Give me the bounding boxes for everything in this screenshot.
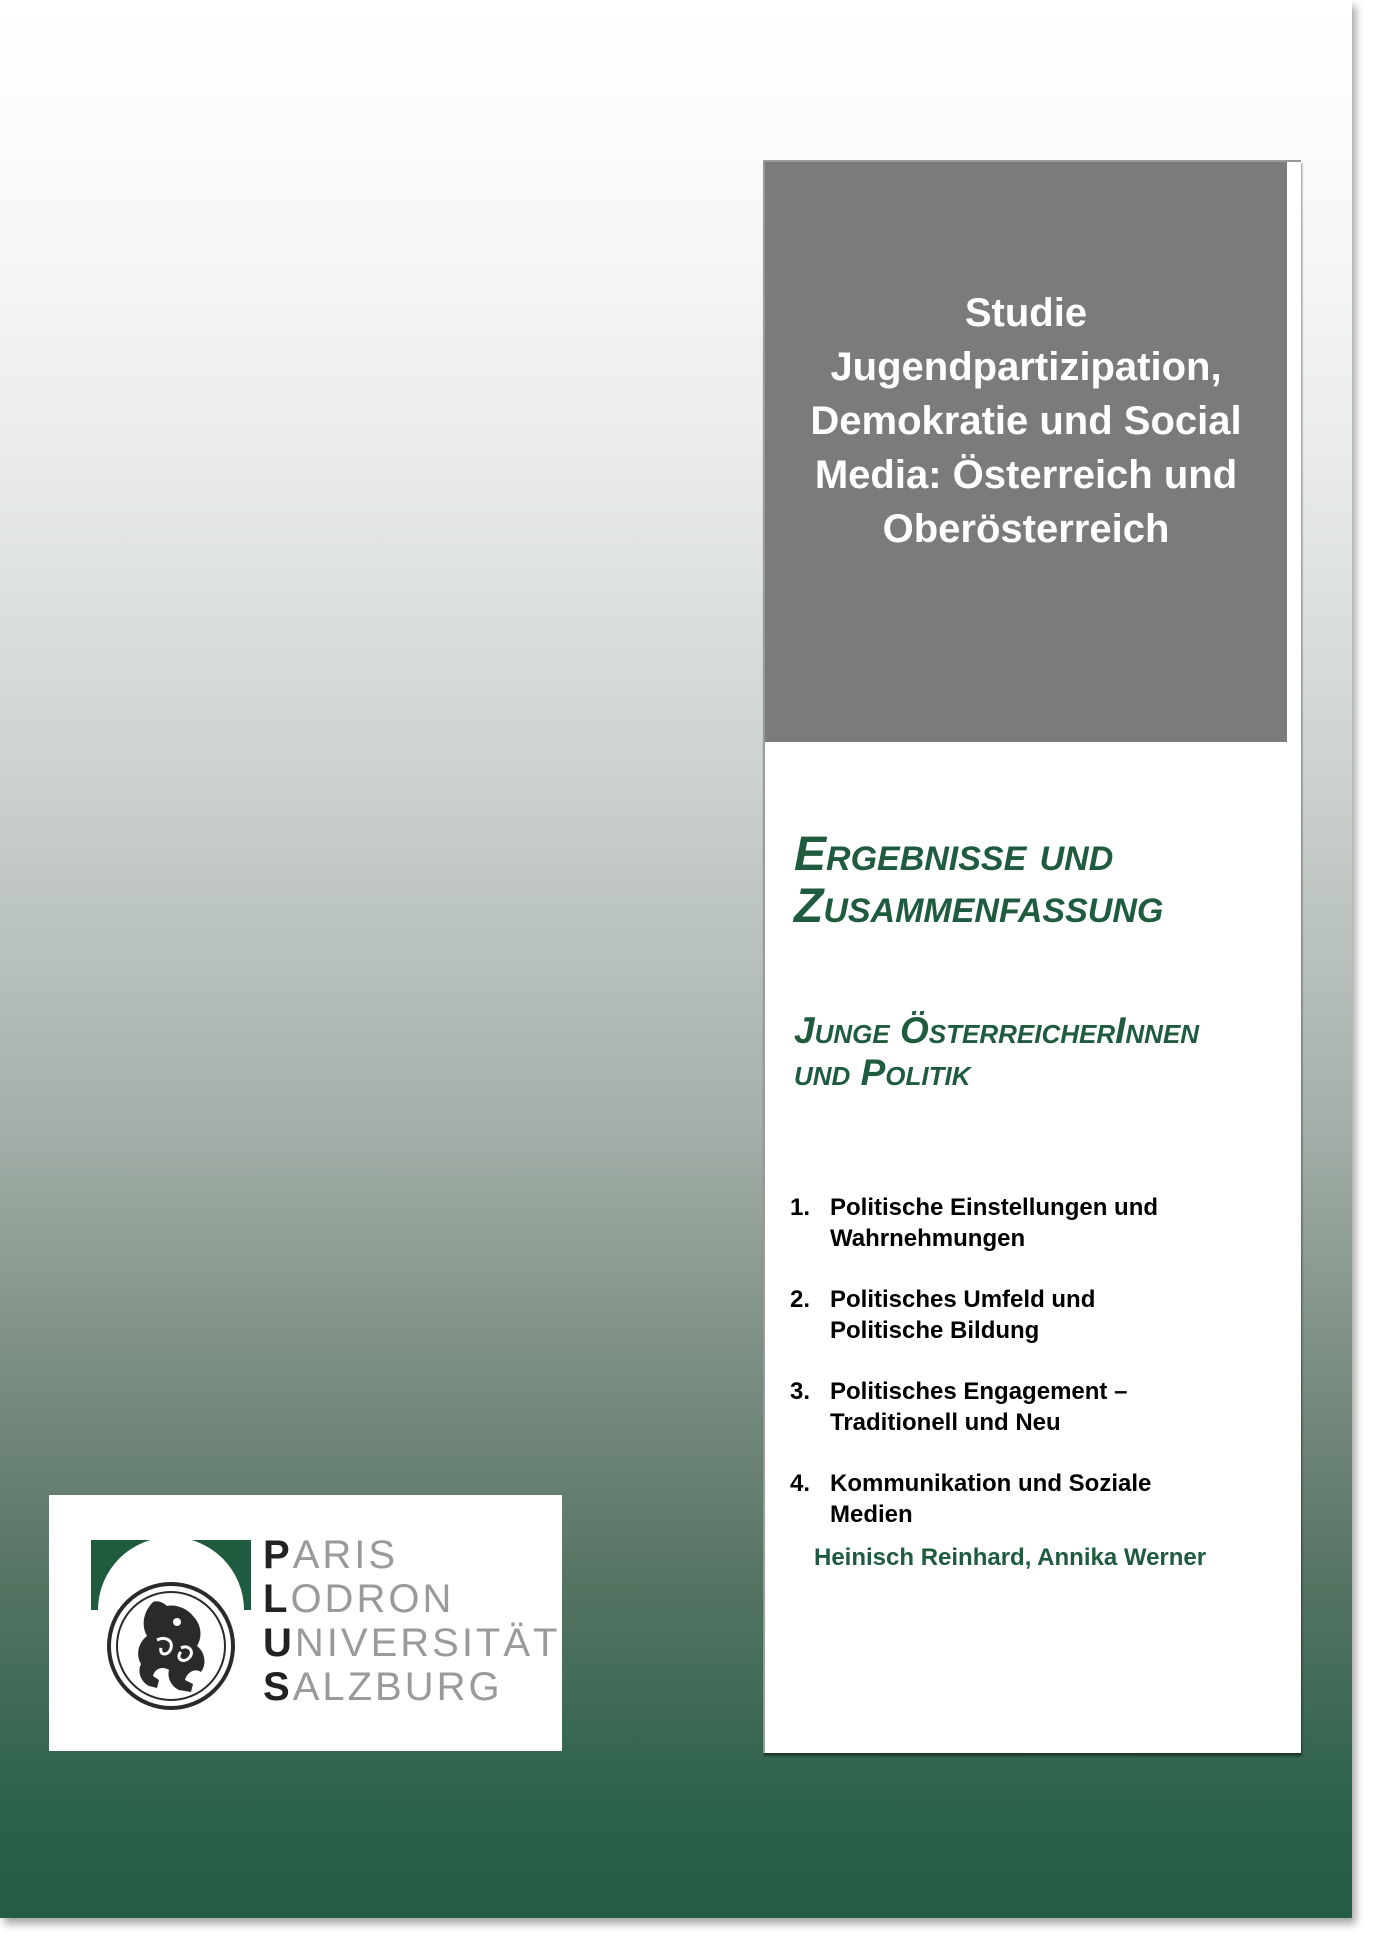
wordmark-line: [263, 1577, 560, 1621]
chapter-item: [790, 1284, 1270, 1346]
chapter-title-line: Politische Einstellungen und: [830, 1194, 1159, 1221]
section-heading: [794, 829, 1163, 933]
chapter-title-line: Politisches Umfeld und: [830, 1286, 1096, 1313]
heading-line: Ergebnisse und: [794, 828, 1114, 881]
chapter-title-line: Wahrnehmungen: [830, 1225, 1026, 1252]
subheading-line: und Politik: [794, 1052, 971, 1093]
wordmark-initial: L: [263, 1577, 291, 1621]
title-line: Studie: [964, 291, 1088, 335]
wordmark-initial: P: [263, 1533, 293, 1577]
wordmark-rest: ARIS: [292, 1533, 399, 1577]
chapter-title-line: Politisches Engagement –: [830, 1378, 1128, 1405]
title-line: Oberösterreich: [882, 507, 1170, 551]
chapter-number: 2.: [790, 1286, 811, 1313]
chapter-number: 4.: [790, 1470, 811, 1497]
chapter-list: [790, 1192, 1270, 1560]
wordmark-initial: S: [263, 1665, 293, 1709]
report-title: [765, 286, 1287, 556]
chapter-item: [790, 1192, 1270, 1254]
section-subheading: [794, 1010, 1199, 1094]
title-box: [765, 162, 1287, 742]
wordmark-initial: U: [263, 1621, 295, 1665]
wordmark-rest: NIVERSITÄT: [294, 1621, 561, 1665]
title-line: Media: Österreich und: [814, 453, 1238, 497]
title-panel: [763, 160, 1301, 1753]
authors: Heinisch Reinhard, Annika Werner: [814, 1544, 1207, 1571]
wordmark-line: [263, 1665, 560, 1709]
wordmark-line: [263, 1533, 560, 1577]
university-wordmark: [263, 1533, 560, 1709]
wordmark-line: [263, 1621, 560, 1665]
title-line: Jugendpartizipation,: [830, 345, 1222, 389]
chapter-item: [790, 1376, 1270, 1438]
chapter-title-line: Politische Bildung: [830, 1317, 1040, 1344]
wordmark-rest: ALZBURG: [292, 1665, 503, 1709]
subheading-line: Junge ÖsterreicherInnen: [794, 1010, 1200, 1051]
chapter-title-line: Traditionell und Neu: [830, 1409, 1061, 1436]
chapter-title-line: Kommunikation und Soziale: [830, 1470, 1152, 1497]
chapter-item: [790, 1468, 1270, 1530]
lion-seal-icon: [91, 1540, 251, 1710]
university-logo: [49, 1495, 562, 1751]
wordmark-rest: ODRON: [290, 1577, 455, 1621]
heading-line: Zusammenfassung: [794, 880, 1164, 933]
chapter-title-line: Medien: [830, 1501, 913, 1528]
title-line: Demokratie und Social: [810, 399, 1242, 443]
chapter-number: 3.: [790, 1378, 811, 1405]
chapter-number: 1.: [790, 1194, 811, 1221]
